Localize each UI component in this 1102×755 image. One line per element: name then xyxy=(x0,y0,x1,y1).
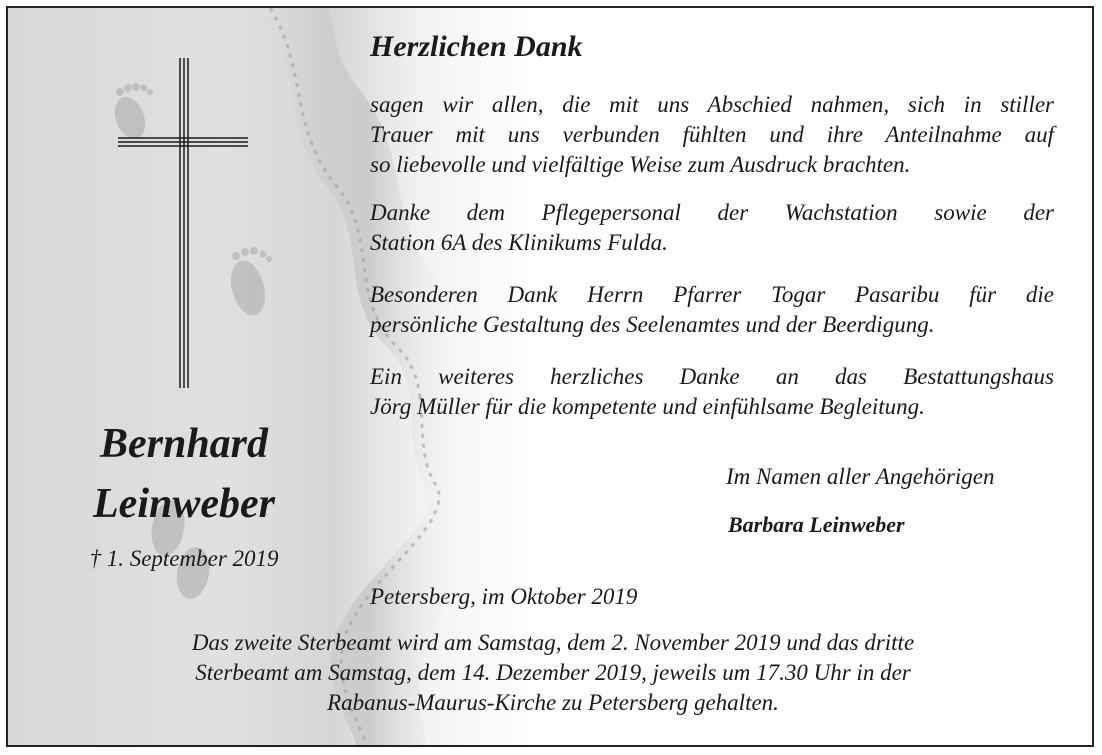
signature-name: Barbara Leinweber xyxy=(728,512,905,537)
paragraph-line: Danke dem Pflegepersonal der Wachstation sowie der xyxy=(370,200,1054,225)
paragraph-line: Besonderen Dank Herrn Pfarrer Togar Pasaribu für die xyxy=(370,282,1054,307)
paragraph-line: Ein weiteres herzliches Danke an das Bestattungshaus xyxy=(370,364,1054,389)
thanks-paragraph-4 xyxy=(370,362,1054,422)
thanks-paragraph-3 xyxy=(370,280,1054,340)
heading-title: Herzlichen Dank xyxy=(370,30,583,63)
obituary-notice xyxy=(6,6,1094,747)
thanks-paragraph-2 xyxy=(370,198,1054,258)
place-date: Petersberg, im Oktober 2019 xyxy=(370,584,638,609)
death-date: † 1. September 2019 xyxy=(89,546,279,571)
paragraph-line: Jörg Müller für die kompetente und einfühlsame Begleitung. xyxy=(370,394,925,419)
footer-notice xyxy=(48,628,1058,718)
paragraph-line: so liebevolle und vielfältige Weise zum Ausdruck brachten. xyxy=(370,152,911,177)
paragraph-line: sagen wir allen, die mit uns Abschied nahmen, sich in stiller xyxy=(370,92,1054,117)
paragraph-line: Trauer mit uns verbunden fühlten und ihre Anteilnahme auf xyxy=(370,122,1054,147)
deceased-first-name: Bernhard xyxy=(99,421,269,467)
paragraph-line: persönliche Gestaltung des Seelenamtes und der Beerdigung. xyxy=(370,312,935,337)
signature-line: Im Namen aller Angehörigen xyxy=(726,464,995,489)
deceased-last-name: Leinweber xyxy=(93,481,275,527)
footer-line: Das zweite Sterbeamt wird am Samstag, dem 2. November 2019 und das dritte xyxy=(191,630,915,655)
paragraph-line: Station 6A des Klinikums Fulda. xyxy=(370,230,668,255)
footer-line: Rabanus-Maurus-Kirche zu Petersberg gehalten. xyxy=(327,690,779,715)
thanks-paragraph-1 xyxy=(370,90,1054,180)
footer-line: Sterbeamt am Samstag, dem 14. Dezember 2019, jeweils um 17.30 Uhr in der xyxy=(195,660,911,685)
